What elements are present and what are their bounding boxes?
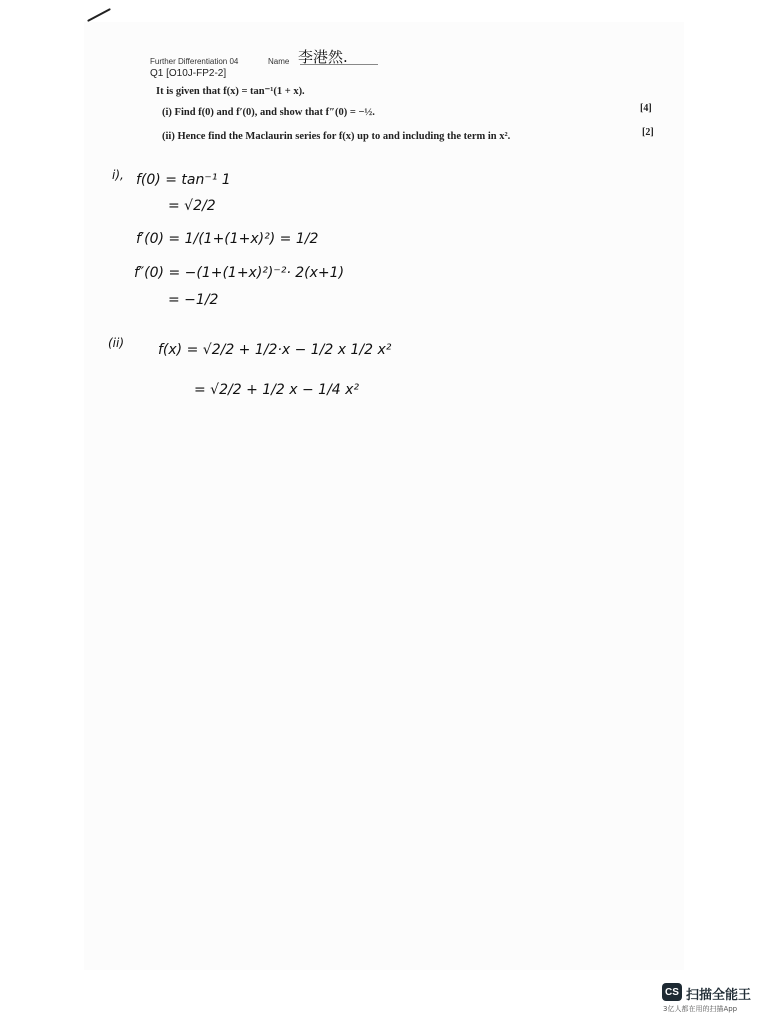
marks-part-i: [4] <box>640 103 652 114</box>
scanner-brand: 扫描全能王 <box>686 988 752 1003</box>
paper-sheet <box>84 22 684 970</box>
answer-line: f(0) = tan⁻¹ 1 <box>136 172 231 188</box>
scanner-logo-icon: CS <box>662 983 682 1001</box>
answer-label-ii: (ii) <box>108 336 125 350</box>
worksheet-topic: Further Differentiation 04 <box>150 57 239 66</box>
name-label: Name <box>268 57 290 66</box>
answer-line: f′(0) = 1/(1+(1+x)²) = 1/2 <box>136 231 319 247</box>
scanner-tagline: 3亿人都在用的扫描App <box>663 1005 738 1013</box>
answer-line: = √2/2 + 1/2 x − 1/4 x² <box>194 382 360 398</box>
answer-label-i: i), <box>112 168 124 182</box>
pen-mark <box>87 8 111 22</box>
name-underline <box>300 64 378 65</box>
answer-line: = −1/2 <box>168 292 219 308</box>
answer-line: = √2/2 <box>168 198 216 214</box>
question-part-ii: (ii) Hence find the Maclaurin series for f(x) up to and including the term in x². <box>162 131 511 142</box>
question-id: Q1 [O10J-FP2-2] <box>150 68 227 79</box>
student-name: 李港然. <box>298 48 348 66</box>
marks-part-ii: [2] <box>642 127 654 138</box>
question-stem: It is given that f(x) = tan⁻¹(1 + x). <box>156 86 305 97</box>
answer-line: f(x) = √2/2 + 1/2·x − 1/2 x 1/2 x² <box>158 342 392 358</box>
question-part-i: (i) Find f(0) and f′(0), and show that f″(0) = −½. <box>162 107 375 118</box>
answer-line: f″(0) = −(1+(1+x)²)⁻²· 2(x+1) <box>134 265 345 281</box>
